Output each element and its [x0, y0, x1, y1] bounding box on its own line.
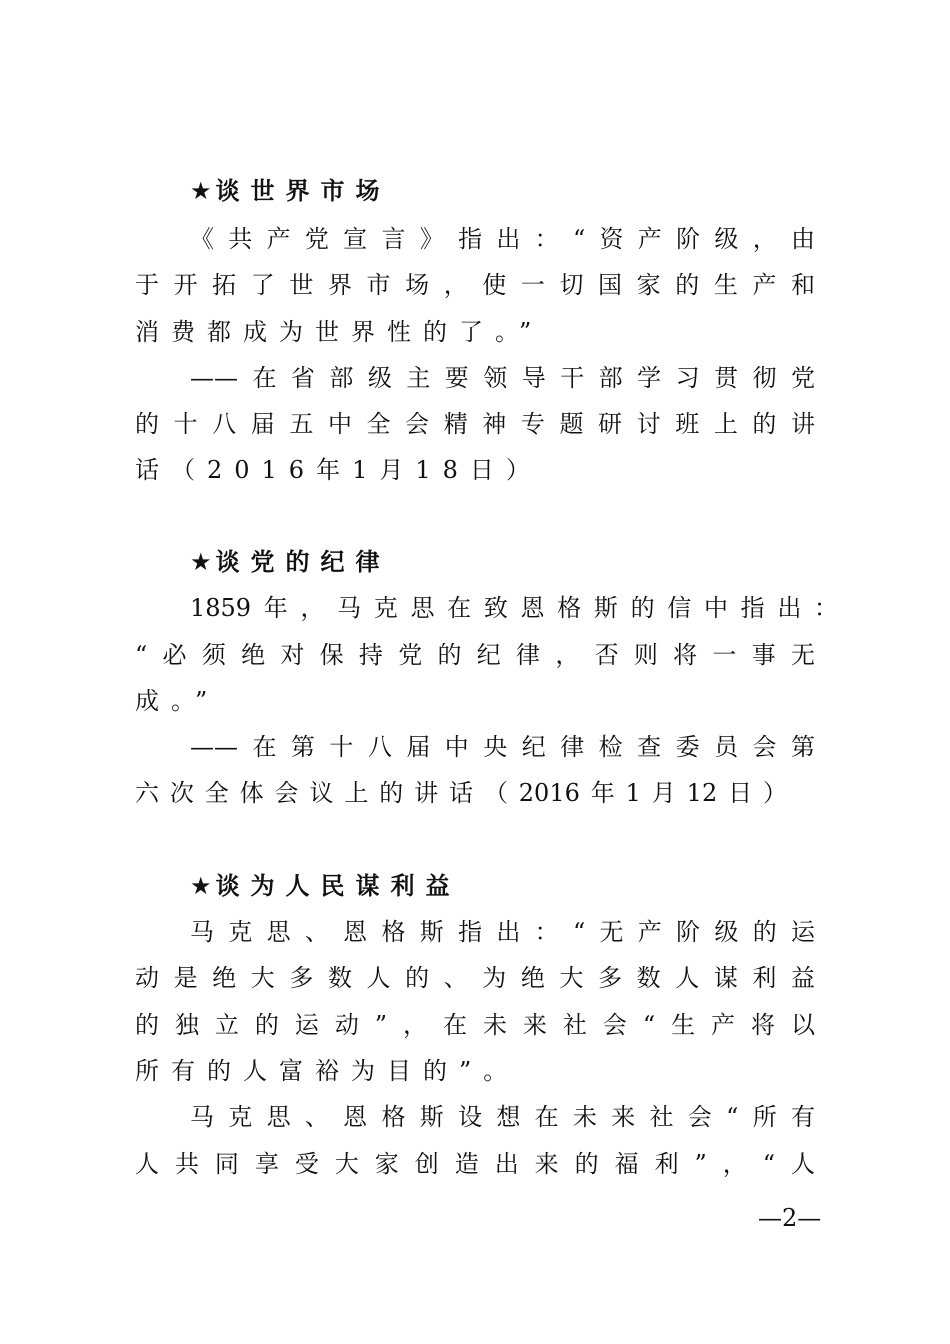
- heading-text: 谈为人民谋利益: [215, 872, 461, 900]
- section-heading-world-market: [190, 176, 391, 206]
- section-heading-people-interest: [190, 871, 461, 901]
- quote-line: 于开拓了世界市场，使一切国家的生产和: [135, 271, 815, 299]
- section-heading-party-discipline: [190, 547, 391, 577]
- quote-line: 动是绝大多数人的、为绝大多数人谋利益: [135, 964, 815, 992]
- quote-line: 消费都成为世界性的了。”: [135, 318, 544, 346]
- quote-line: 成。”: [135, 687, 220, 715]
- quote-line: 所有的人富裕为目的”。: [135, 1057, 520, 1085]
- page-number: —2—: [758, 1204, 822, 1232]
- source-line: ——在省部级主要领导干部学习贯彻党: [190, 364, 815, 392]
- star-icon: ★: [190, 548, 212, 576]
- source-line: 话（2016年1月18日）: [135, 456, 542, 484]
- heading-text: 谈世界市场: [215, 177, 391, 205]
- star-icon: ★: [190, 872, 212, 900]
- paragraph-line: 马克思、恩格斯设想在未来社会“所有: [190, 1103, 815, 1131]
- quote-line: 《共产党宣言》指出：“资产阶级，由: [190, 225, 815, 253]
- source-line: 的十八届五中全会精神专题研讨班上的讲: [135, 410, 815, 438]
- source-line: 六次全体会议上的讲话（2016年1月12日）: [135, 779, 787, 807]
- paragraph-line: 人共同享受大家创造出来的福利”，“人: [135, 1150, 815, 1178]
- source-line: ——在第十八届中央纪律检查委员会第: [190, 733, 815, 761]
- heading-text: 谈党的纪律: [215, 548, 391, 576]
- quote-line: 1859年，马克思在致恩格斯的信中指出：: [190, 594, 838, 622]
- quote-line: “必须绝对保持党的纪律，否则将一事无: [135, 641, 815, 669]
- quote-line: 马克思、恩格斯指出：“无产阶级的运: [190, 918, 815, 946]
- quote-line: 的独立的运动”，在未来社会“生产将以: [135, 1011, 815, 1039]
- star-icon: ★: [190, 177, 212, 205]
